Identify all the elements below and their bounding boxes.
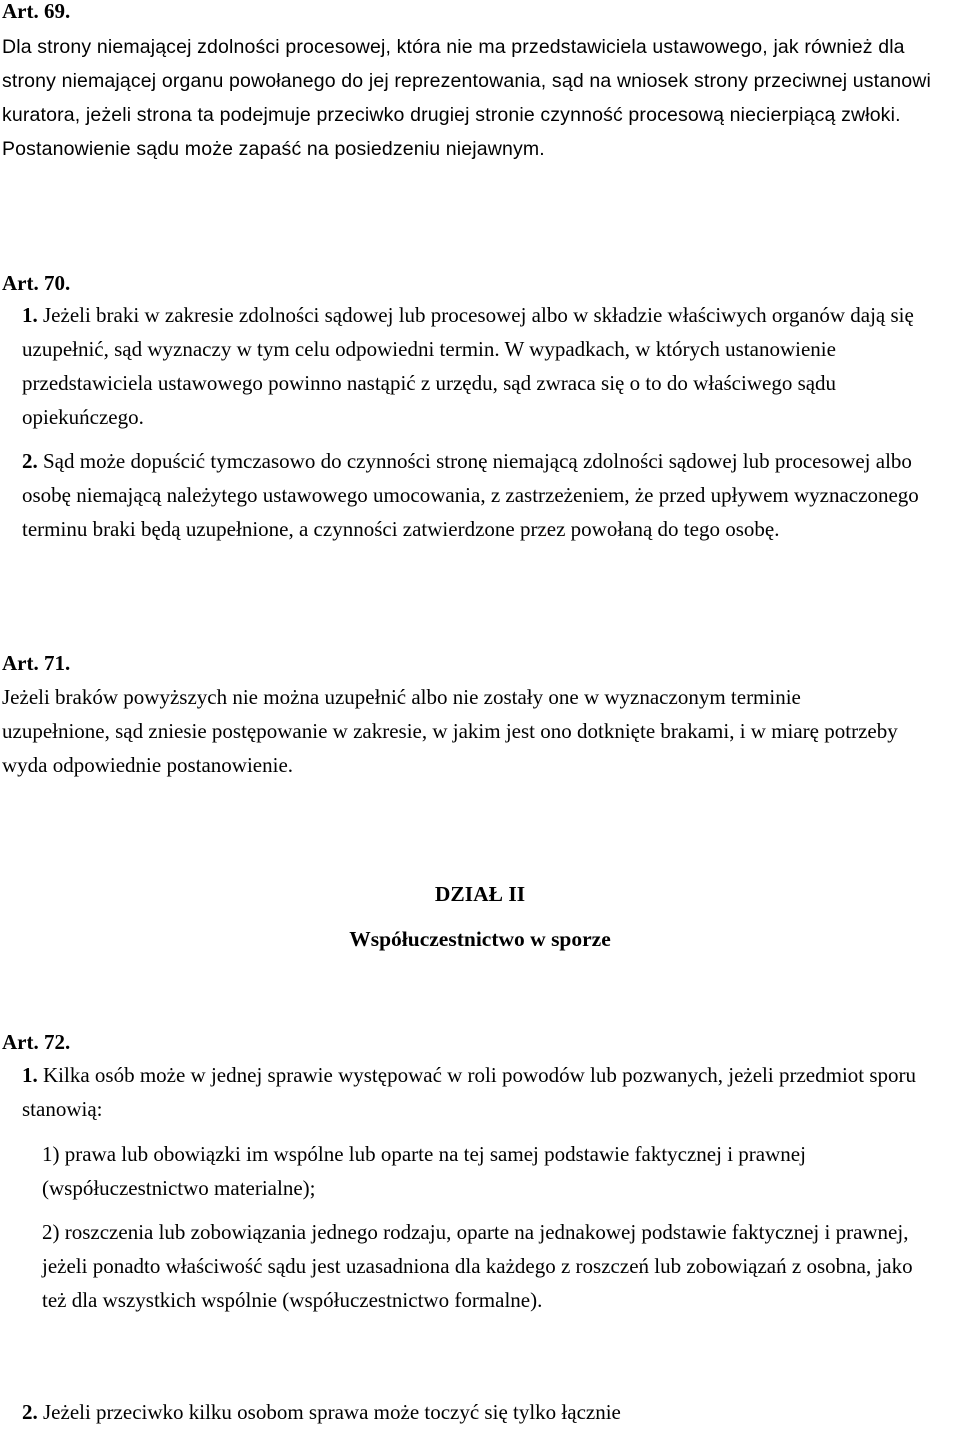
paragraph-text: Jeżeli przeciwko kilku osobom sprawa może toczyć się tylko łącznie xyxy=(43,1400,621,1424)
paragraph-text: Sąd może dopuścić tymczasowo do czynności stronę niemającą zdolności sądowej lub procesowej albo osobę niemającą należytego ustawowego umocowania, z zastrzeżeniem, że przed upływem wyznaczonego terminu braki będą uzupełnione, a czynności zatwierdzone przez powołaną do tego osobę. xyxy=(22,449,919,541)
paragraph-text: Jeżeli braki w zakresie zdolności sądowej lub procesowej albo w składzie właściwych organów dają się uzupełnić, sąd wyznaczy w tym celu odpowiedni termin. W wypadkach, w których ustanowienie przedstawiciela ustawowego powinno nastąpić z urzędu, sąd zwraca się o to do właściwego sądu opiekuńczego. xyxy=(22,303,914,429)
art-70-paragraph-1 xyxy=(2,298,958,434)
art-72-list-item-2: 2) roszczenia lub zobowiązania jednego rodzaju, oparte na jednakowej podstawie faktycznej i prawnej, jeżeli ponadto właściwość sądu jest uzasadniona dla każdego z roszczeń lub zobowiązań z osobna, jako też dla wszystkich wspólnie (współuczestnictwo formalne). xyxy=(42,1220,913,1312)
art-72-paragraph-1 xyxy=(2,1058,958,1126)
paragraph-text: Kilka osób może w jednej sprawie występować w roli powodów lub pozwanych, jeżeli przedmiot sporu stanowią: xyxy=(22,1063,917,1121)
section-label: DZIAŁ II xyxy=(434,882,526,906)
art-70-heading: Art. 70. xyxy=(2,271,71,295)
art-72-heading: Art. 72. xyxy=(2,1030,71,1054)
section-title: Współuczestnictwo w sporze xyxy=(349,927,611,951)
art-70-paragraph-2 xyxy=(2,444,958,546)
paragraph-number: 2. xyxy=(22,1400,38,1424)
art-71-heading: Art. 71. xyxy=(2,651,71,675)
art-69-heading: Art. 69. xyxy=(2,0,71,23)
paragraph-number: 1. xyxy=(22,1063,38,1087)
art-69-text: Dla strony niemającej zdolności procesowej, która nie ma przedstawiciela ustawowego, jak również dla strony niemającej organu powołanego do jej reprezentowania, sąd na wniosek strony przeciwnej ustanowi kuratora, jeżeli strona ta podejmuje przeciwko drugiej stronie czynność procesową niecierpiącą zwłoki. Postanowienie sądu może zapaść na posiedzeniu niejawnym. xyxy=(2,36,931,160)
art-71-text: Jeżeli braków powyższych nie można uzupełnić albo nie zostały one w wyznaczonym terminie uzupełnione, sąd zniesie postępowanie w zakresie, w jakim jest ono dotknięte brakami, i w miarę potrzeby wyda odpowiednie postanowienie. xyxy=(2,685,898,777)
paragraph-number: 2. xyxy=(22,449,38,473)
paragraph-number: 1. xyxy=(22,303,38,327)
art-72-list-item-1: 1) prawa lub obowiązki im wspólne lub oparte na tej samej podstawie faktycznej i prawnej (współuczestnictwo materialne); xyxy=(42,1142,806,1200)
art-72-paragraph-2 xyxy=(2,1395,958,1429)
